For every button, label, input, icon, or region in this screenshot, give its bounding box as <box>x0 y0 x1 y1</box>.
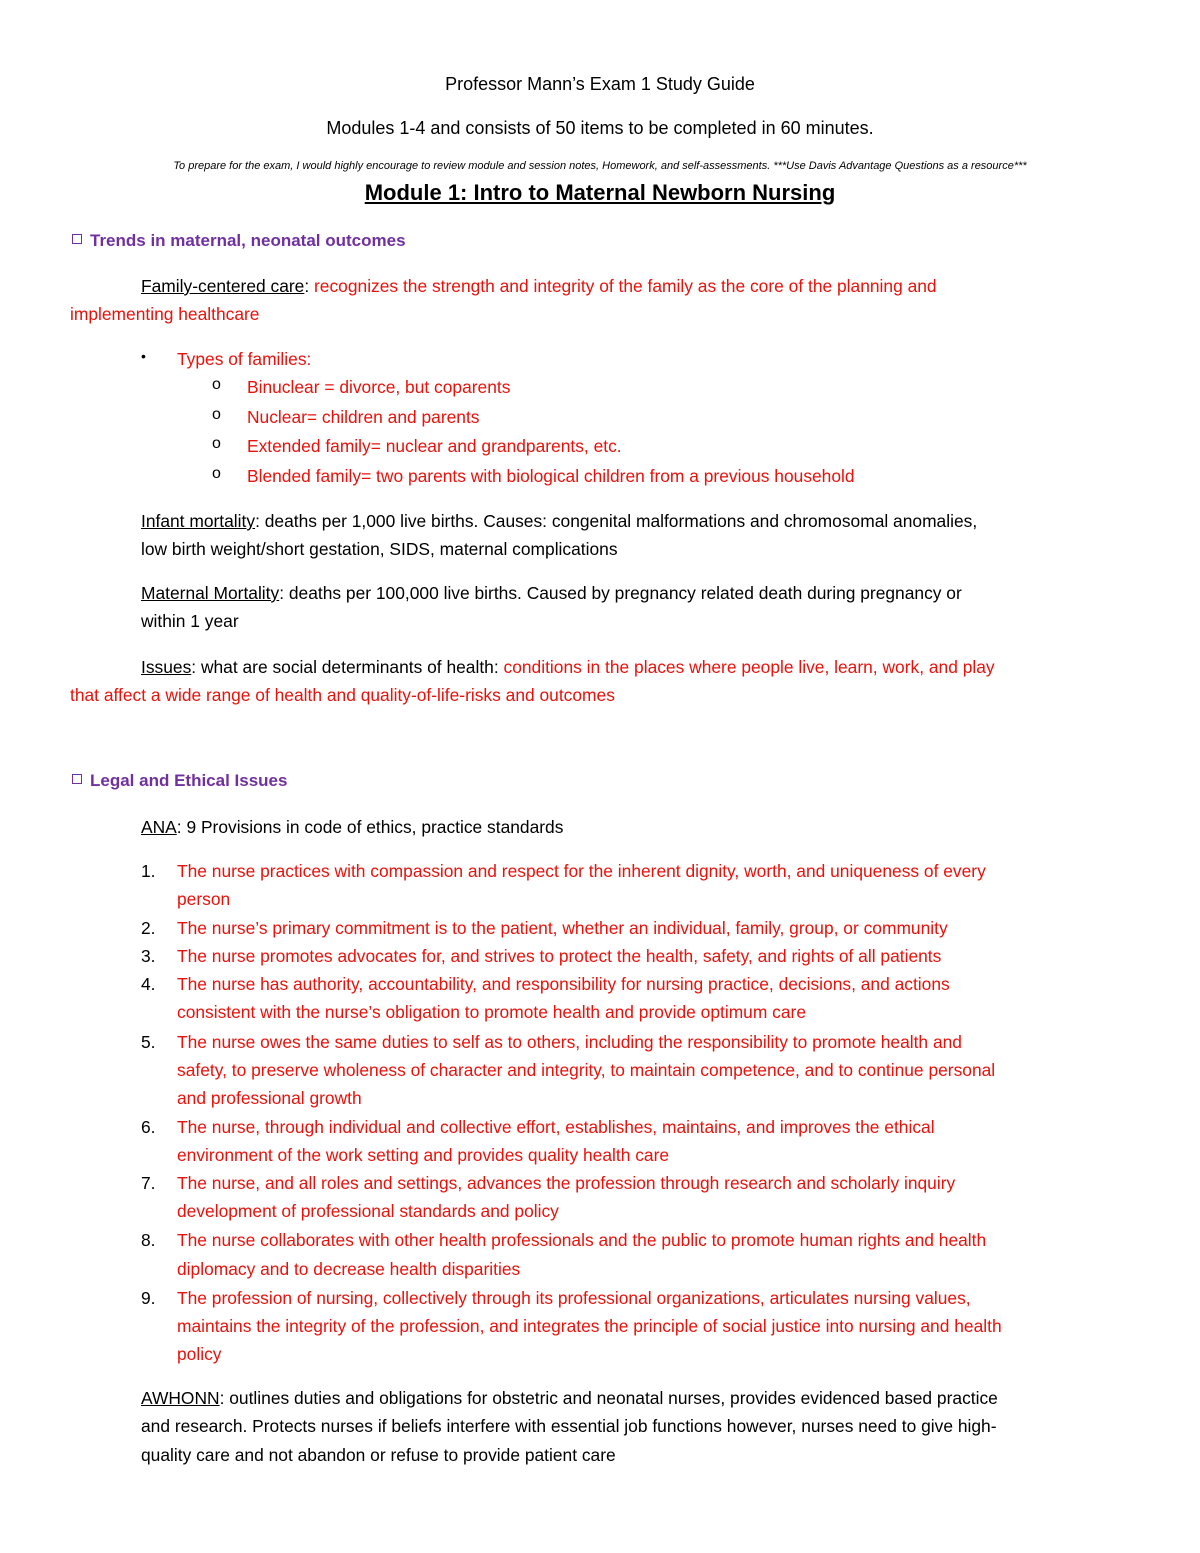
list-number: 1. <box>141 861 156 881</box>
provision-line: The nurse’s primary commitment is to the patient, whether an individual, family, group, or community <box>177 918 948 938</box>
family-type-item: Nuclear= children and parents <box>247 407 480 427</box>
provision-line: consistent with the nurse’s obligation to promote health and provide optimum care <box>177 1002 807 1022</box>
provision-line: environment of the work setting and provides quality health care <box>177 1145 670 1165</box>
ana-paragraph: ANA: 9 Provisions in code of ethics, practice standards <box>141 817 564 837</box>
family-type-item: Binuclear = divorce, but coparents <box>247 377 511 397</box>
bullet-icon: • <box>141 348 146 364</box>
study-note: To prepare for the exam, I would highly encourage to review module and session notes, Homework, and self-assessments. ***Use Davis Advantage Questions as a resource*** <box>173 160 1027 172</box>
list-number: 4. <box>141 974 156 994</box>
section-heading-trends: Trends in maternal, neonatal outcomes <box>72 231 406 251</box>
provision-line: and professional growth <box>177 1088 362 1108</box>
provision-line: The nurse, through individual and collective effort, establishes, maintains, and improves the ethical <box>177 1117 935 1137</box>
provision-line: The nurse has authority, accountability, and responsibility for nursing practice, decisions, and actions <box>177 974 950 994</box>
list-number: 8. <box>141 1230 156 1250</box>
provision-line: diplomacy and to decrease health disparities <box>177 1259 521 1279</box>
sub-bullet-icon: o <box>212 435 221 452</box>
types-of-families-label: Types of families: <box>177 349 312 369</box>
term: Family-centered care <box>141 276 305 296</box>
provision-line: The nurse collaborates with other health professionals and the public to promote human rights and health <box>177 1230 987 1250</box>
awhonn-paragraph: AWHONN: outlines duties and obligations for obstetric and neonatal nurses, provides evidenced based practice <box>141 1388 998 1408</box>
module-title: Module 1: Intro to Maternal Newborn Nursing <box>364 180 836 205</box>
exam-info: Modules 1-4 and consists of 50 items to be completed in 60 minutes. <box>326 118 874 138</box>
checkbox-icon <box>72 234 82 244</box>
provision-line: The nurse practices with compassion and respect for the inherent dignity, worth, and uniqueness of every <box>177 861 986 881</box>
sub-bullet-icon: o <box>212 406 221 423</box>
section-heading-legal-ethical: Legal and Ethical Issues <box>72 771 287 791</box>
maternal-mortality-line2: within 1 year <box>141 611 239 631</box>
provision-line: The nurse promotes advocates for, and strives to protect the health, safety, and rights of all patients <box>177 946 942 966</box>
page-title: Professor Mann’s Exam 1 Study Guide <box>445 74 755 94</box>
sub-bullet-icon: o <box>212 376 221 393</box>
provision-line: maintains the integrity of the profession, and integrates the principle of social justice into nursing and health <box>177 1316 1002 1336</box>
provision-line: The profession of nursing, collectively through its professional organizations, articulates nursing values, <box>177 1288 971 1308</box>
list-number: 2. <box>141 918 156 938</box>
list-number: 6. <box>141 1117 156 1137</box>
awhonn-line2: and research. Protects nurses if beliefs interfere with essential job functions however, nurses need to give high- <box>141 1416 997 1436</box>
list-number: 7. <box>141 1173 156 1193</box>
issues-line2: that affect a wide range of health and quality-of-life-risks and outcomes <box>70 685 615 705</box>
family-type-item: Blended family= two parents with biological children from a previous household <box>247 466 855 486</box>
provision-line: The nurse owes the same duties to self as to others, including the responsibility to promote health and <box>177 1032 962 1052</box>
family-type-item: Extended family= nuclear and grandparents, etc. <box>247 436 622 456</box>
provision-line: The nurse, and all roles and settings, advances the profession through research and scholarly inquiry <box>177 1173 956 1193</box>
provision-line: safety, to preserve wholeness of character and integrity, to maintain competence, and to continue personal <box>177 1060 996 1080</box>
provision-line: policy <box>177 1344 222 1364</box>
checkbox-icon <box>72 774 82 784</box>
sub-bullet-icon: o <box>212 465 221 482</box>
list-number: 3. <box>141 946 156 966</box>
list-number: 9. <box>141 1288 156 1308</box>
family-centered-care-line2: implementing healthcare <box>70 304 260 324</box>
definition: recognizes the strength and integrity of the family as the core of the planning and <box>314 276 937 296</box>
provision-line: person <box>177 889 231 909</box>
issues-paragraph: Issues: what are social determinants of health: conditions in the places where people live, learn, work, and play <box>141 657 995 677</box>
awhonn-line3: quality care and not abandon or refuse to provide patient care <box>141 1445 616 1465</box>
provision-line: development of professional standards and policy <box>177 1201 559 1221</box>
infant-mortality-line2: low birth weight/short gestation, SIDS, maternal complications <box>141 539 618 559</box>
list-number: 5. <box>141 1032 156 1052</box>
family-centered-care-paragraph: Family-centered care: recognizes the strength and integrity of the family as the core of the planning and <box>141 276 937 296</box>
maternal-mortality-paragraph: Maternal Mortality: deaths per 100,000 live births. Caused by pregnancy related death during pregnancy or <box>141 583 962 603</box>
infant-mortality-paragraph: Infant mortality: deaths per 1,000 live births. Causes: congenital malformations and chromosomal anomalies, <box>141 511 978 531</box>
